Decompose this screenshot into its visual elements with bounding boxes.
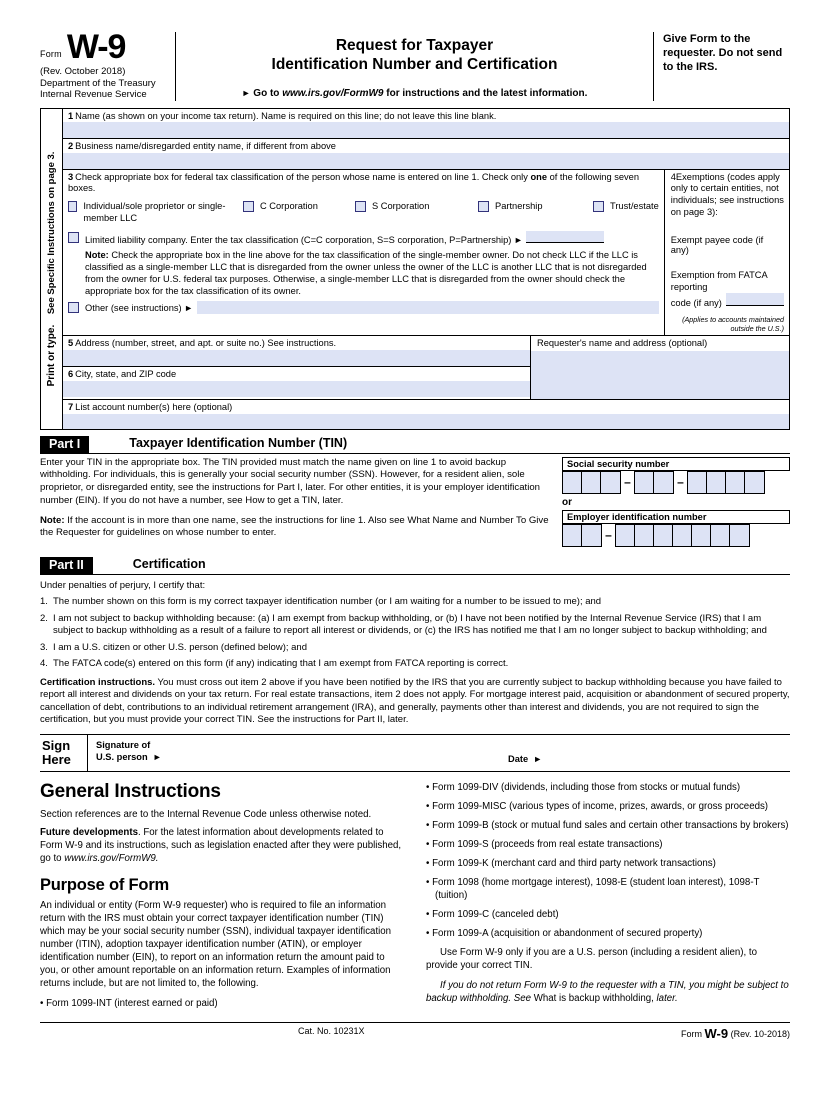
give-form-note: Give Form to the requester. Do not send to the IRS. (663, 33, 783, 74)
certification-instructions: Certification instructions. You must cross out item 2 above if you have been notified by the IRS that you are currently subject to backup withholding because you have failed to report all interest and dividends on your tax return. For real estate transactions, item 2 does not apply. For mortgage interest paid, acquisition or abandonment of secured property, cancellation of debt, contributions to an individual retirement arrangement (IRA), and generally, payments other than interest and dividends, you are not required to sign the certification, but you must provide your correct TIN. See the instructions for Part II, later. (40, 676, 790, 726)
backup-withholding-warning: If you do not return Form W-9 to the requester with a TIN, you might be subject to backup withholding. See What is backup withholding, later. (426, 980, 789, 1005)
future-developments-url[interactable]: www.irs.gov/FormW9. (64, 853, 159, 865)
checkbox-trust-estate[interactable] (593, 201, 659, 213)
line-1-label: 1 Name (as shown on your income tax return). Name is required on this line; do not leave this line blank. (68, 110, 497, 121)
general-instructions-right-column (426, 781, 790, 1016)
ssn-label: Social security number (562, 457, 790, 471)
right-triangle-icon: ► (181, 302, 194, 313)
certification-item-1 (40, 596, 790, 609)
ssn-group-3[interactable] (687, 471, 765, 494)
part-2-header (40, 557, 790, 575)
fatca-code-row (671, 293, 784, 308)
line-5-address-input[interactable] (63, 350, 530, 366)
form-footer (40, 1026, 790, 1041)
item-text: The number shown on this form is my correct taxpayer identification number (or I am waiting for a number to be issued to me); and (53, 596, 602, 608)
ssn-group-1[interactable] (562, 471, 621, 494)
part-2-tag: Part II (40, 557, 93, 574)
general-instructions-section (40, 781, 790, 1016)
line-5-address-row (63, 336, 530, 367)
checkbox-individual-label: Individual/sole proprietor or single-member LLC (83, 200, 226, 223)
right-triangle-icon: ► (530, 753, 543, 764)
line-3-label: 3 Check appropriate box for federal tax classification of the person whose name is entered on line 1. Check only one of the following seven boxes. (68, 171, 640, 194)
irs-url-link[interactable]: www.irs.gov/FormW9 (282, 87, 384, 99)
part-1-tag: Part I (40, 436, 89, 453)
llc-label: Limited liability company. Enter the tax classification (C=C corporation, S=S corporation, P=Partnership) (85, 235, 512, 246)
checkbox-trust-label: Trust/estate (610, 200, 659, 211)
item-number: 1. (40, 596, 48, 608)
part-1-paragraph: Enter your TIN in the appropriate box. The TIN provided must match the name given on line 1 to avoid backup withholding. For individuals, this is generally your social security number (SSN). However, for a resident alien, sole proprietor, or disregarded entity, see the instructions for Part I, later. For other entities, it is your employer identification number (EIN). If you do not have a number, see How to get a TIN, later. (40, 456, 540, 506)
part-1-note: Note: If the account is in more than one name, see the instructions for line 1. Also see What Name and Number To Give the Requester for guidelines on whose number to enter. (40, 514, 549, 539)
checkbox-s-corp-label: S Corporation (372, 200, 430, 211)
ein-label: Employer identification number (562, 510, 790, 524)
checkbox-icon[interactable] (68, 232, 79, 243)
certification-item-3 (40, 642, 790, 655)
requester-input[interactable] (537, 351, 784, 399)
form-word-label: Form (40, 49, 62, 60)
footer-divider (40, 1022, 790, 1023)
line-2-business-name-input[interactable] (63, 153, 789, 169)
line-3-tax-classification (63, 170, 665, 336)
fatca-code-input[interactable] (726, 293, 784, 306)
checkbox-s-corporation[interactable] (355, 201, 478, 213)
future-developments-text: Future developments. For the latest information about developments related to Form W-9 and its instructions, such as legislation enacted after they were published, go to www.irs.gov/FormW9. (40, 827, 402, 865)
llc-classification-input[interactable] (526, 231, 604, 243)
right-triangle-icon: ► (241, 87, 251, 98)
header-left-block (40, 28, 176, 101)
line-7-label: 7 List account number(s) here (optional) (68, 401, 233, 412)
part-1-title: Taxpayer Identification Number (TIN) (129, 435, 348, 450)
item-number: 3. (40, 641, 48, 653)
right-triangle-icon: ► (150, 752, 162, 763)
other-label: Other (see instructions) (85, 302, 182, 313)
line-1-name-input[interactable] (63, 122, 789, 138)
signature-block (40, 734, 790, 773)
form-revision-date: (Rev. October 2018) (40, 66, 126, 78)
line-7-account-input[interactable] (63, 414, 789, 429)
bullet-1099-misc: • Form 1099-MISC (various types of income, prizes, awards, or gross proceeds) (426, 801, 769, 813)
ssn-input-row[interactable] (562, 471, 790, 494)
tin-entry-block (562, 454, 790, 547)
signature-label-line2: U.S. person (96, 752, 148, 763)
item-number: 2. (40, 612, 48, 624)
signature-label-line1: Signature of (96, 739, 151, 750)
certification-item-4 (40, 658, 790, 671)
bullet-1099-a: • Form 1099-A (acquisition or abandonment of secured property) (426, 928, 703, 940)
general-instructions-left-column (40, 781, 404, 1016)
footer-form-identifier: Form W-9 (Rev. 10-2018) (681, 1026, 790, 1042)
checkbox-llc-row[interactable] (68, 231, 659, 245)
line-4-label: 4Exemptions (codes apply only to certain entities, not individuals; see instructions on page 3): (670, 171, 784, 217)
ein-group-1[interactable] (562, 524, 602, 547)
checkbox-c-corporation[interactable] (243, 201, 355, 213)
or-label: or (562, 496, 572, 508)
section-references-text: Section references are to the Internal Revenue Code unless otherwise noted. (40, 809, 372, 821)
line-2-label: 2 Business name/disregarded entity name, if different from above (68, 141, 336, 152)
sign-here-tag: Sign Here (40, 735, 88, 772)
part-2-intro: Under penalties of perjury, I certify that: (40, 579, 206, 591)
checkbox-c-corp-label: C Corporation (260, 200, 318, 211)
line-7-account-numbers-row (63, 400, 789, 429)
use-form-w9-text: Use Form W-9 only if you are a U.S. person (including a resident alien), to provide your correct TIN. (426, 947, 757, 972)
line-6-label: 6 City, state, and ZIP code (68, 368, 177, 379)
checkbox-individual-sole-proprietor[interactable] (68, 201, 243, 224)
bullet-1099-s: • Form 1099-S (proceeds from real estate transactions) (426, 839, 663, 851)
bullet-1099-div: • Form 1099-DIV (dividends, including those from stocks or mutual funds) (426, 782, 741, 794)
bullet-1098: • Form 1098 (home mortgage interest), 1098-E (student loan interest), 1098-T (tuition) (426, 877, 760, 902)
requester-name-address-block[interactable] (531, 336, 789, 399)
checkbox-partnership[interactable] (478, 201, 593, 213)
checkbox-icon[interactable] (68, 201, 77, 212)
line-5-6-requester-row (63, 336, 789, 400)
form-fields-box (40, 108, 790, 430)
part-2-body (40, 580, 790, 727)
bullet-1099-int: • Form 1099-INT (interest earned or paid) (40, 998, 218, 1010)
checkbox-icon[interactable] (593, 201, 604, 212)
right-triangle-icon: ► (511, 235, 523, 246)
purpose-of-form-text: An individual or entity (Form W-9 requester) who is required to file an information return with the IRS must obtain your correct taxpayer identification number (TIN) which may be your social security number (SSN), individual taxpayer identification number (ITIN), adoption taxpayer identification number (ATIN), or employer identification number (EIN), to report on an information return the amount paid to you, or other amount reportable on an information return. Examples of information returns include, but are not limited to, the following. (40, 900, 392, 990)
checkbox-other-row[interactable] (68, 301, 659, 314)
date-field-label[interactable]: Date ► (508, 753, 543, 764)
part-2-title: Certification (132, 556, 206, 571)
checkbox-icon[interactable] (68, 302, 79, 313)
exempt-payee-label: Exempt payee code (if any) (670, 235, 764, 256)
address-block (63, 336, 531, 399)
item-number: 4. (40, 658, 48, 670)
form-number-title: W-9 (66, 28, 126, 66)
certification-item-2 (40, 613, 790, 638)
ein-input-row[interactable] (562, 524, 790, 547)
dash-separator: – (677, 475, 684, 490)
line-3-4-row (63, 170, 789, 337)
sidebar-see-instructions: See Specific Instructions on page 3. (45, 151, 57, 314)
fatca-label-line2: code (if any) (670, 298, 722, 309)
vertical-sidebar (41, 109, 63, 429)
other-classification-input[interactable] (197, 301, 659, 314)
line-4-exemptions (665, 170, 789, 336)
sidebar-print-or-type: Print or type. (45, 324, 57, 386)
department-name: Department of the Treasury Internal Revenue Service (40, 78, 156, 100)
header-center-block (176, 32, 654, 101)
bullet-1099-k: • Form 1099-K (merchant card and third party network transactions) (426, 858, 716, 870)
ssn-group-2[interactable] (634, 471, 674, 494)
line-2-business-name-row (63, 139, 789, 170)
dash-separator: – (605, 528, 612, 543)
form-title: Request for Taxpayer Identification Number and Certification (271, 37, 558, 74)
part-1-body (40, 454, 790, 547)
checkbox-icon[interactable] (478, 201, 489, 212)
checkbox-partnership-label: Partnership (495, 200, 543, 211)
line-1-name-row (63, 109, 789, 140)
dash-separator: – (624, 475, 631, 490)
bullet-1099-c: • Form 1099-C (canceled debt) (426, 909, 559, 921)
line-6-city-state-zip-input[interactable] (63, 381, 530, 397)
line-5-label: 5 Address (number, street, and apt. or suite no.) See instructions. (68, 338, 337, 349)
exempt-payee-code-row (671, 230, 784, 255)
fatca-label-line1: Exemption from FATCA reporting (670, 270, 768, 293)
purpose-of-form-heading: Purpose of Form (40, 876, 170, 895)
item-text: I am a U.S. citizen or other U.S. person (defined below); and (53, 641, 307, 653)
line-6-city-row (63, 367, 530, 397)
irs-website-instruction: ► Go to www.irs.gov/FormW9 for instructions and the latest information. (241, 87, 588, 99)
general-instructions-heading: General Instructions (40, 781, 221, 803)
signature-fields[interactable] (88, 735, 790, 772)
fatca-applies-note: (Applies to accounts maintained outside the U.S.) (682, 315, 784, 334)
item-text: The FATCA code(s) entered on this form (if any) indicating that I am exempt from FATCA reporting is correct. (53, 658, 509, 670)
checkbox-icon[interactable] (243, 201, 254, 212)
llc-note: Note: Check the appropriate box in the line above for the tax classification of the single-member owner. Do not check LLC if the LLC is classified as a single-member LLC that is disregarded from the owner unless the owner of the LLC is another LLC that is not disregarded from the owner for U.S. federal tax purposes. Otherwise, a single-member LLC that is disregarded from the owner should check the appropriate box for the tax classification of its owner. (85, 250, 647, 297)
catalog-number: Cat. No. 10231X (298, 1026, 365, 1037)
part-1-header (40, 436, 790, 454)
bullet-1099-b: • Form 1099-B (stock or mutual fund sales and certain other transactions by brokers) (426, 820, 789, 832)
requester-label: Requester's name and address (optional) (531, 336, 789, 351)
tax-classification-checkbox-row (68, 201, 659, 224)
ein-group-2[interactable] (615, 524, 750, 547)
form-header (40, 28, 790, 101)
checkbox-icon[interactable] (355, 201, 366, 212)
item-text: I am not subject to backup withholding because: (a) I am exempt from backup withholding, or (b) I have not been notified by the Internal Revenue Service (IRS) that I am subject to backup withholding as a result of a failure to report all interest or dividends, or (c) the IRS has notified me that I am no longer subject to backup withholding; and (53, 612, 767, 637)
w9-form-page (0, 28, 824, 1101)
